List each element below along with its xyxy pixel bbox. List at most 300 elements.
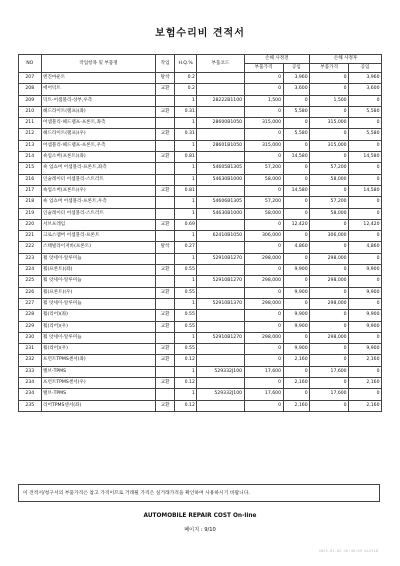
cell-work xyxy=(156,276,174,287)
cell-item-name: 휠 앗세이-알루미늄 xyxy=(41,298,156,309)
cell-before-part-price: 298,000 xyxy=(244,276,283,287)
cell-no: 226 xyxy=(19,287,42,298)
cell-no: 231 xyxy=(19,344,42,355)
table-row xyxy=(19,344,382,355)
cell-after-part-price: 0 xyxy=(310,152,349,163)
cell-work: 탈착 xyxy=(156,242,174,253)
header-no: NO xyxy=(19,55,42,73)
cell-before-labor: 0 xyxy=(283,253,310,264)
header-after-labor: 공임 xyxy=(349,64,382,73)
cell-no: 234 xyxy=(19,378,42,389)
cell-before-labor: 0 xyxy=(283,366,310,377)
cell-after-labor: 0 xyxy=(349,253,382,264)
cell-part-code: 54606B1305 xyxy=(197,197,244,208)
cell-work xyxy=(156,298,174,309)
cell-after-part-price: 0 xyxy=(310,84,349,95)
cell-before-part-price: 0 xyxy=(244,400,283,411)
cell-item-name: 프런트TPMS센서(우) xyxy=(41,378,156,389)
cell-item-name: 프런트TPMS센서(좌) xyxy=(41,355,156,366)
cell-before-labor: 4,860 xyxy=(283,242,310,253)
cell-before-part-price: 0 xyxy=(244,185,283,196)
cell-part-code xyxy=(197,242,244,253)
cell-hqs: 1 xyxy=(174,197,197,208)
estimate-rows xyxy=(19,73,382,412)
cell-work: 교환 xyxy=(156,378,174,389)
page-number: 페이지 : 9/10 xyxy=(184,527,216,533)
cell-no: 210 xyxy=(19,106,42,117)
cell-before-labor: 0 xyxy=(283,276,310,287)
cell-item-name: 밸브-TPMS xyxy=(41,366,156,377)
cell-work xyxy=(156,197,174,208)
cell-work xyxy=(156,174,174,185)
cell-item-name: 리어TPMS센서(좌) xyxy=(41,400,156,411)
cell-before-labor: 2,160 xyxy=(283,400,310,411)
cell-hqs: 1 xyxy=(174,118,197,129)
cell-part-code: 54630B1000 xyxy=(197,208,244,219)
cell-no: 217 xyxy=(19,185,42,196)
cell-before-part-price: 298,000 xyxy=(244,332,283,343)
cell-after-labor: 14,580 xyxy=(349,185,382,196)
cell-hqs: 0.2 xyxy=(174,73,197,84)
cell-hqs: 0.81 xyxy=(174,152,197,163)
cell-before-labor: 14,580 xyxy=(283,185,310,196)
cell-hqs: 0.81 xyxy=(174,185,197,196)
table-row xyxy=(19,253,382,264)
cell-no: 232 xyxy=(19,355,42,366)
cell-part-code xyxy=(197,84,244,95)
cell-after-part-price: 0 xyxy=(310,219,349,230)
cell-no: 222 xyxy=(19,242,42,253)
cell-hqs: 1 xyxy=(174,174,197,185)
cell-after-labor: 2,160 xyxy=(349,400,382,411)
cell-before-labor: 0 xyxy=(283,197,310,208)
cell-after-part-price: 57,200 xyxy=(310,197,349,208)
cell-part-code: 52910B1370 xyxy=(197,298,244,309)
cell-hqs: 1 xyxy=(174,208,197,219)
cell-after-part-price: 58,000 xyxy=(310,174,349,185)
cell-after-part-price: 0 xyxy=(310,129,349,140)
table-row xyxy=(19,287,382,298)
cell-item-name: 휠(리어)(우) xyxy=(41,321,156,332)
cell-after-part-price: 298,000 xyxy=(310,253,349,264)
cell-work xyxy=(156,366,174,377)
table-row xyxy=(19,197,382,208)
cell-after-labor: 4,860 xyxy=(349,242,382,253)
cell-item-name: 스태빌라이저바(프론트) xyxy=(41,242,156,253)
cell-after-labor: 12,420 xyxy=(349,219,382,230)
cell-before-part-price: 0 xyxy=(244,242,283,253)
cell-work: 교환 xyxy=(156,152,174,163)
cell-work: 교환 xyxy=(156,129,174,140)
cell-before-part-price: 315,000 xyxy=(244,140,283,151)
cell-part-code: 54605B1305 xyxy=(197,163,244,174)
cell-after-labor: 0 xyxy=(349,118,382,129)
cell-no: 223 xyxy=(19,253,42,264)
cell-hqs: 1 xyxy=(174,276,197,287)
table-row xyxy=(19,242,382,253)
cell-item-name: 엔진마운트 xyxy=(41,73,156,84)
cell-after-part-price: 57,200 xyxy=(310,163,349,174)
cell-before-part-price: 57,200 xyxy=(244,163,283,174)
cell-hqs: 1 xyxy=(174,366,197,377)
cell-before-labor: 0 xyxy=(283,140,310,151)
cell-after-part-price: 298,000 xyxy=(310,332,349,343)
cell-before-part-price: 0 xyxy=(244,321,283,332)
cell-no: 219 xyxy=(19,208,42,219)
table-row xyxy=(19,73,382,84)
cell-hqs: 0.12 xyxy=(174,355,197,366)
cell-after-labor: 3,600 xyxy=(349,84,382,95)
cell-no: 208 xyxy=(19,84,42,95)
cell-no: 234 xyxy=(19,389,42,400)
cell-before-labor: 3,600 xyxy=(283,84,310,95)
cell-before-labor: 9,900 xyxy=(283,287,310,298)
cell-after-part-price: 306,000 xyxy=(310,231,349,242)
cell-work xyxy=(156,163,174,174)
table-row xyxy=(19,265,382,276)
cell-no: 220 xyxy=(19,219,42,230)
cell-hqs: 1 xyxy=(174,332,197,343)
cell-before-part-price: 0 xyxy=(244,106,283,117)
cell-no: 221 xyxy=(19,231,42,242)
cell-work: 교환 xyxy=(156,344,174,355)
cell-no: 225 xyxy=(19,276,42,287)
cell-after-labor: 9,900 xyxy=(349,287,382,298)
cell-part-code xyxy=(197,355,244,366)
cell-item-name: 휠(프론트)(우) xyxy=(41,287,156,298)
cell-before-part-price: 58,000 xyxy=(244,208,283,219)
cell-item-name: 밸브-TPMS xyxy=(41,389,156,400)
cell-part-code xyxy=(197,265,244,276)
header-work: 작업 xyxy=(156,55,174,73)
cell-before-labor: 0 xyxy=(283,118,310,129)
cell-before-labor: 0 xyxy=(283,163,310,174)
cell-before-part-price: 17,600 xyxy=(244,389,283,400)
cell-before-labor: 5,580 xyxy=(283,129,310,140)
table-row xyxy=(19,174,382,185)
cell-no: 216 xyxy=(19,174,42,185)
cell-item-name: 휠 앗세이-알루미늄 xyxy=(41,253,156,264)
cell-no: 215 xyxy=(19,163,42,174)
cell-after-part-price: 315,000 xyxy=(310,118,349,129)
cell-part-code xyxy=(197,400,244,411)
table-row xyxy=(19,389,382,400)
cell-part-code: 28601B1050 xyxy=(197,140,244,151)
cell-after-labor: 0 xyxy=(349,163,382,174)
cell-hqs: 1 xyxy=(174,140,197,151)
cell-item-name: 에어덕트 xyxy=(41,84,156,95)
cell-item-name: 휠 앗세이-알루미늄 xyxy=(41,276,156,287)
cell-work: 교환 xyxy=(156,310,174,321)
cell-before-labor: 3,960 xyxy=(283,73,310,84)
table-row xyxy=(19,219,382,230)
table-row xyxy=(19,118,382,129)
cell-before-part-price: 298,000 xyxy=(244,298,283,309)
cell-item-name: 헤드라이트(램프)(좌) xyxy=(41,106,156,117)
cell-after-labor: 2,160 xyxy=(349,378,382,389)
cell-before-part-price: 0 xyxy=(244,152,283,163)
cell-before-part-price: 17,600 xyxy=(244,366,283,377)
cell-item-name: 휠(리어)(우) xyxy=(41,344,156,355)
cell-before-labor: 0 xyxy=(283,332,310,343)
cell-after-part-price: 0 xyxy=(310,73,349,84)
cell-after-part-price: 17,600 xyxy=(310,389,349,400)
cell-work: 교환 xyxy=(156,400,174,411)
header-after-part-price: 부품가격 xyxy=(310,64,349,73)
cell-before-labor: 2,160 xyxy=(283,355,310,366)
cell-work: 교환 xyxy=(156,185,174,196)
cell-before-part-price: 0 xyxy=(244,378,283,389)
cell-no: 233 xyxy=(19,366,42,377)
cell-hqs: 0.55 xyxy=(174,321,197,332)
cell-part-code: 52910B1270 xyxy=(197,332,244,343)
cell-part-code xyxy=(197,73,244,84)
table-row xyxy=(19,231,382,242)
table-row xyxy=(19,400,382,411)
table-row xyxy=(19,298,382,309)
cell-work: 교환 xyxy=(156,265,174,276)
cell-before-part-price: 0 xyxy=(244,265,283,276)
cell-before-labor: 0 xyxy=(283,95,310,106)
cell-no: 235 xyxy=(19,400,42,411)
cell-before-part-price: 0 xyxy=(244,310,283,321)
cell-part-code: 54630B1000 xyxy=(197,174,244,185)
cell-part-code xyxy=(197,344,244,355)
cell-before-part-price: 0 xyxy=(244,73,283,84)
cell-after-labor: 3,960 xyxy=(349,73,382,84)
cell-before-part-price: 58,000 xyxy=(244,174,283,185)
cell-no: 212 xyxy=(19,129,42,140)
cell-part-code xyxy=(197,106,244,117)
cell-after-labor: 0 xyxy=(349,231,382,242)
cell-work: 교환 xyxy=(156,355,174,366)
header-before-labor: 공임 xyxy=(283,64,310,73)
header-hqs: H.Q.% xyxy=(174,55,197,73)
cell-work: 교환 xyxy=(156,106,174,117)
cell-work xyxy=(156,95,174,106)
cell-before-labor: 0 xyxy=(283,231,310,242)
table-row xyxy=(19,129,382,140)
cell-no: 209 xyxy=(19,95,42,106)
cell-hqs: 0.12 xyxy=(174,400,197,411)
cell-part-code xyxy=(197,152,244,163)
cell-after-part-price: 315,000 xyxy=(310,140,349,151)
cell-part-code: 529332J100 xyxy=(197,389,244,400)
table-row xyxy=(19,106,382,117)
cell-item-name: 쇽 업쇼버 어셈블리-프론트,우측 xyxy=(41,197,156,208)
cell-before-labor: 9,900 xyxy=(283,321,310,332)
cell-hqs: 0.2 xyxy=(174,84,197,95)
cell-after-labor: 0 xyxy=(349,298,382,309)
cell-part-code: 52910B1270 xyxy=(197,253,244,264)
cell-work xyxy=(156,389,174,400)
cell-before-labor: 0 xyxy=(283,389,310,400)
cell-after-part-price: 0 xyxy=(310,242,349,253)
cell-after-part-price: 17,600 xyxy=(310,366,349,377)
cell-hqs: 1 xyxy=(174,298,197,309)
cell-part-code xyxy=(197,378,244,389)
cell-item-name: 덕트-어셈블리-상부,우측 xyxy=(41,95,156,106)
cell-after-labor: 0 xyxy=(349,95,382,106)
cell-after-part-price: 0 xyxy=(310,106,349,117)
cell-before-part-price: 0 xyxy=(244,344,283,355)
cell-before-labor: 9,900 xyxy=(283,344,310,355)
cell-item-name: 크로스멤버 어셈블리-프론트 xyxy=(41,231,156,242)
header-part-code: 부품코드 xyxy=(197,55,244,73)
table-row xyxy=(19,366,382,377)
cell-no: 211 xyxy=(19,118,42,129)
table-row xyxy=(19,310,382,321)
cell-work: 교환 xyxy=(156,321,174,332)
cell-hqs: 0.31 xyxy=(174,129,197,140)
cell-after-part-price: 0 xyxy=(310,378,349,389)
cell-part-code: 62410B1050 xyxy=(197,231,244,242)
cell-no: 224 xyxy=(19,265,42,276)
cell-no: 228 xyxy=(19,310,42,321)
cell-after-part-price: 1,500 xyxy=(310,95,349,106)
cell-work: 탈착 xyxy=(156,73,174,84)
header-item-name: 작업항목 및 부품명 xyxy=(41,55,156,73)
header-before-part-price: 부품가격 xyxy=(244,64,283,73)
cell-part-code xyxy=(197,129,244,140)
cell-item-name: 서브프레임 xyxy=(41,219,156,230)
cell-after-labor: 9,900 xyxy=(349,310,382,321)
cell-item-name: 헤드라이트(램프)(우) xyxy=(41,129,156,140)
cell-hqs: 0.55 xyxy=(174,344,197,355)
cell-after-labor: 0 xyxy=(349,174,382,185)
cell-no: 213 xyxy=(19,140,42,151)
cell-part-code xyxy=(197,310,244,321)
cell-after-labor: 0 xyxy=(349,276,382,287)
cell-after-labor: 0 xyxy=(349,140,382,151)
cell-after-part-price: 298,000 xyxy=(310,298,349,309)
cell-item-name: 휠(리어)(좌) xyxy=(41,310,156,321)
cell-hqs: 1 xyxy=(174,231,197,242)
cell-no: 229 xyxy=(19,321,42,332)
table-row xyxy=(19,378,382,389)
header-before-assessment: 손해 사정전 xyxy=(244,55,310,64)
cell-before-part-price: 315,000 xyxy=(244,118,283,129)
cell-work xyxy=(156,208,174,219)
cell-after-part-price: 0 xyxy=(310,321,349,332)
cell-no: 227 xyxy=(19,298,42,309)
document-title: 보험수리비 견적서 xyxy=(155,28,245,39)
cell-item-name: 휠(프론트)(좌) xyxy=(41,265,156,276)
cell-before-part-price: 0 xyxy=(244,219,283,230)
cell-no: 214 xyxy=(19,152,42,163)
cell-hqs: 0.31 xyxy=(174,106,197,117)
cell-after-part-price: 0 xyxy=(310,265,349,276)
cell-before-labor: 14,580 xyxy=(283,152,310,163)
header-after-assessment: 손해 사정후 xyxy=(310,55,382,64)
table-row xyxy=(19,276,382,287)
cell-part-code xyxy=(197,185,244,196)
cell-work: 교환 xyxy=(156,219,174,230)
cell-hqs: 1 xyxy=(174,163,197,174)
cell-item-name: 휠 앗세이-알루미늄 xyxy=(41,332,156,343)
cell-work: 교환 xyxy=(156,84,174,95)
estimate-table xyxy=(18,54,382,412)
cell-after-part-price: 0 xyxy=(310,287,349,298)
cell-after-labor: 5,580 xyxy=(349,129,382,140)
cell-before-part-price: 0 xyxy=(244,84,283,95)
cell-after-part-price: 58,000 xyxy=(310,208,349,219)
cell-before-labor: 9,900 xyxy=(283,265,310,276)
cell-before-part-price: 0 xyxy=(244,129,283,140)
cell-hqs: 0.12 xyxy=(174,378,197,389)
cell-before-labor: 12,420 xyxy=(283,219,310,230)
table-row xyxy=(19,84,382,95)
cell-before-part-price: 1,500 xyxy=(244,95,283,106)
price-disclaimer-note: 이 견적서/청구서의 부품가격은 참고 가격이므로 거래될 가격은 실거래가격을 확인하여 사용하시기 바랍니다. xyxy=(18,484,380,502)
cell-hqs: 0.55 xyxy=(174,310,197,321)
cell-work xyxy=(156,140,174,151)
cell-after-labor: 9,900 xyxy=(349,344,382,355)
table-row xyxy=(19,152,382,163)
cell-before-part-price: 57,200 xyxy=(244,197,283,208)
cell-before-part-price: 306,000 xyxy=(244,231,283,242)
cell-item-name: 쇽업소버(프론트)(우) xyxy=(41,185,156,196)
cell-hqs: 1 xyxy=(174,95,197,106)
table-row xyxy=(19,321,382,332)
table-row xyxy=(19,185,382,196)
cell-work: 교환 xyxy=(156,287,174,298)
cell-after-part-price: 0 xyxy=(310,185,349,196)
cell-before-labor: 5,580 xyxy=(283,106,310,117)
cell-before-part-price: 0 xyxy=(244,287,283,298)
cell-before-labor: 9,900 xyxy=(283,310,310,321)
cell-after-labor: 0 xyxy=(349,332,382,343)
print-timestamp: 2023-01-02 16:40:09 A12310 xyxy=(318,548,378,553)
cell-after-labor: 14,580 xyxy=(349,152,382,163)
cell-work xyxy=(156,118,174,129)
cell-work xyxy=(156,231,174,242)
cell-part-code: 28222B1100 xyxy=(197,95,244,106)
cell-after-labor: 5,580 xyxy=(349,106,382,117)
cell-before-part-price: 298,000 xyxy=(244,253,283,264)
cell-after-labor: 2,160 xyxy=(349,355,382,366)
cell-before-labor: 2,160 xyxy=(283,378,310,389)
cell-after-part-price: 0 xyxy=(310,400,349,411)
cell-hqs: 1 xyxy=(174,389,197,400)
cell-item-name: 쇽 업쇼버 어셈블리-프론트,좌측 xyxy=(41,163,156,174)
cell-after-labor: 9,900 xyxy=(349,321,382,332)
table-row xyxy=(19,208,382,219)
table-row xyxy=(19,95,382,106)
cell-hqs: 1 xyxy=(174,253,197,264)
cell-part-code xyxy=(197,219,244,230)
cell-after-part-price: 0 xyxy=(310,310,349,321)
cell-part-code: 28600B1050 xyxy=(197,118,244,129)
cell-after-labor: 0 xyxy=(349,389,382,400)
cell-part-code xyxy=(197,287,244,298)
cell-after-labor: 0 xyxy=(349,366,382,377)
cell-no: 207 xyxy=(19,73,42,84)
system-name: AUTOMOBILE REPAIR COST On-line xyxy=(143,513,257,519)
cell-after-labor: 9,900 xyxy=(349,265,382,276)
cell-item-name: 인슐레이터 어셈블리-스트러트 xyxy=(41,174,156,185)
cell-before-labor: 0 xyxy=(283,174,310,185)
cell-part-code: 529332J100 xyxy=(197,366,244,377)
cell-work xyxy=(156,332,174,343)
cell-after-part-price: 0 xyxy=(310,344,349,355)
cell-item-name: 어셈블리-헤드램프-프론트,우측 xyxy=(41,140,156,151)
cell-after-part-price: 298,000 xyxy=(310,276,349,287)
cell-after-labor: 0 xyxy=(349,197,382,208)
cell-work xyxy=(156,253,174,264)
cell-part-code xyxy=(197,321,244,332)
cell-before-part-price: 0 xyxy=(244,355,283,366)
